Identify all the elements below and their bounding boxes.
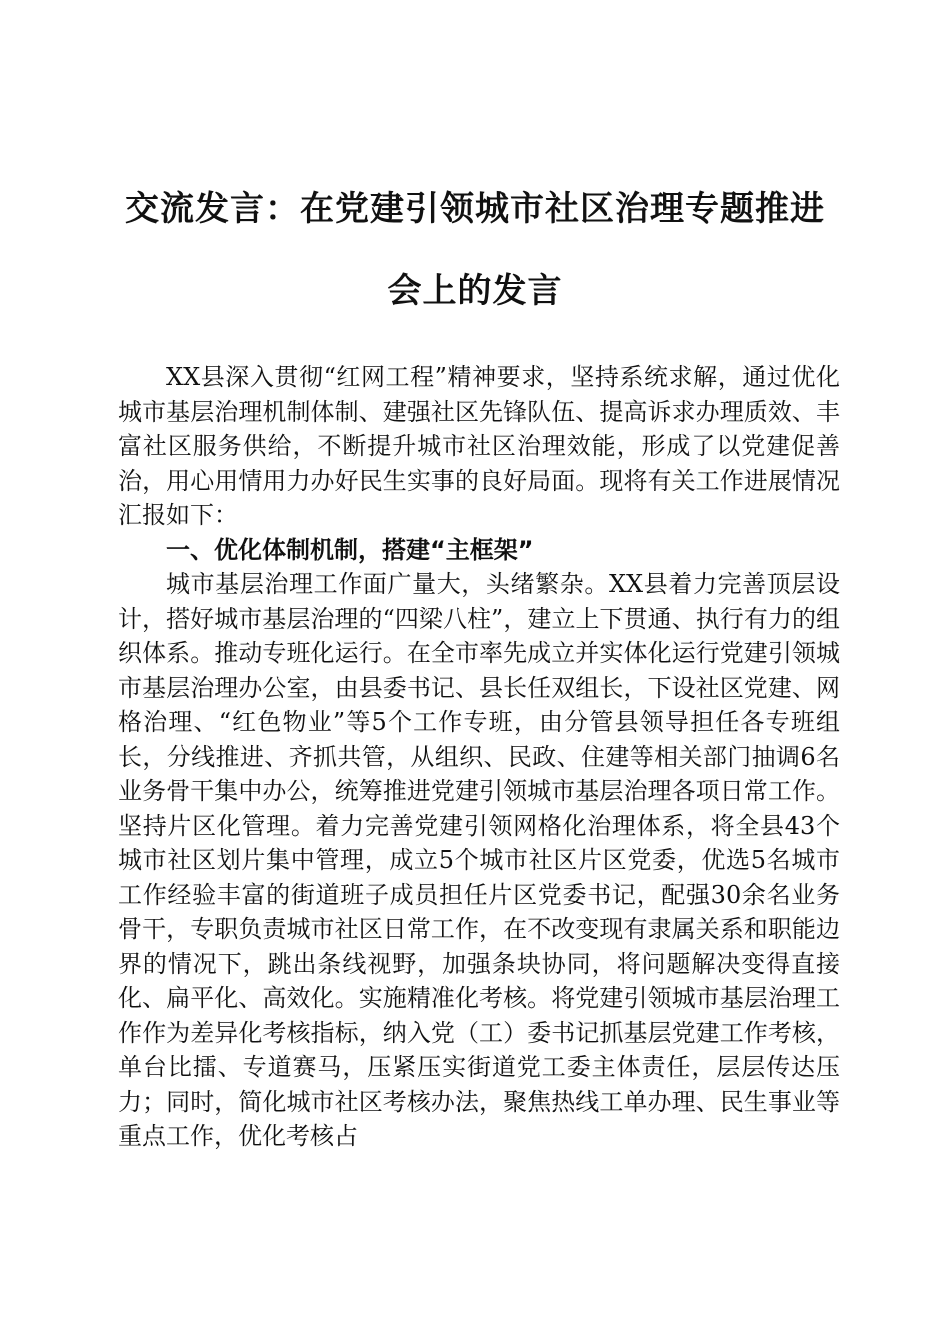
document-title [95,168,855,332]
intro-paragraph: XX县深入贯彻“红网工程”精神要求，坚持系统求解，通过优化城市基层治理机制体制、建强社区先锋队伍、提高诉求办理质效、丰富社区服务供给，不断提升城市社区治理效能，形成了以党建促善治，用心用情用力办好民生实事的良好局面。现将有关工作进展情况汇报如下： [118,363,840,529]
section-1-paragraph: 城市基层治理工作面广量大，头绪繁杂。XX县着力完善顶层设计，搭好城市基层治理的“四梁八柱”，建立上下贯通、执行有力的组织体系。推动专班化运行。在全市率先成立并实体化运行党建引领城市基层治理办公室，由县委书记、县长任双组长，下设社区党建、网格治理、“红色物业”等5个工作专班，由分管县领导担任各专班组长，分线推进、齐抓共管，从组织、民政、住建等相关部门抽调6名业务骨干集中办公，统筹推进党建引领城市基层治理各项日常工作。坚持片区化管理。着力完善党建引领网格化治理体系，将全县43个城市社区划片集中管理，成立5个城市社区片区党委，优选5名城市工作经验丰富的街道班子成员担任片区党委书记，配强30余名业务骨干，专职负责城市社区日常工作，在不改变现有隶属关系和职能边界的情况下，跳出条线视野，加强条块协同，将问题解决变得直接化、扁平化、高效化。实施精准化考核。将党建引领城市基层治理工作作为差异化考核指标，纳入党（工）委书记抓基层党建工作考核，单台比擂、专道赛马，压紧压实街道党工委主体责任，层层传达压力；同时，简化城市社区考核办法，聚焦热线工单办理、民生事业等重点工作，优化考核占 [118,570,840,1150]
document-body [118,360,840,1154]
title-line-2: 会上的发言 [387,271,563,311]
title-line-1: 交流发言：在党建引领城市社区治理专题推进 [125,189,825,229]
section-1-heading: 一、优化体制机制，搭建“主框架” [166,535,534,564]
